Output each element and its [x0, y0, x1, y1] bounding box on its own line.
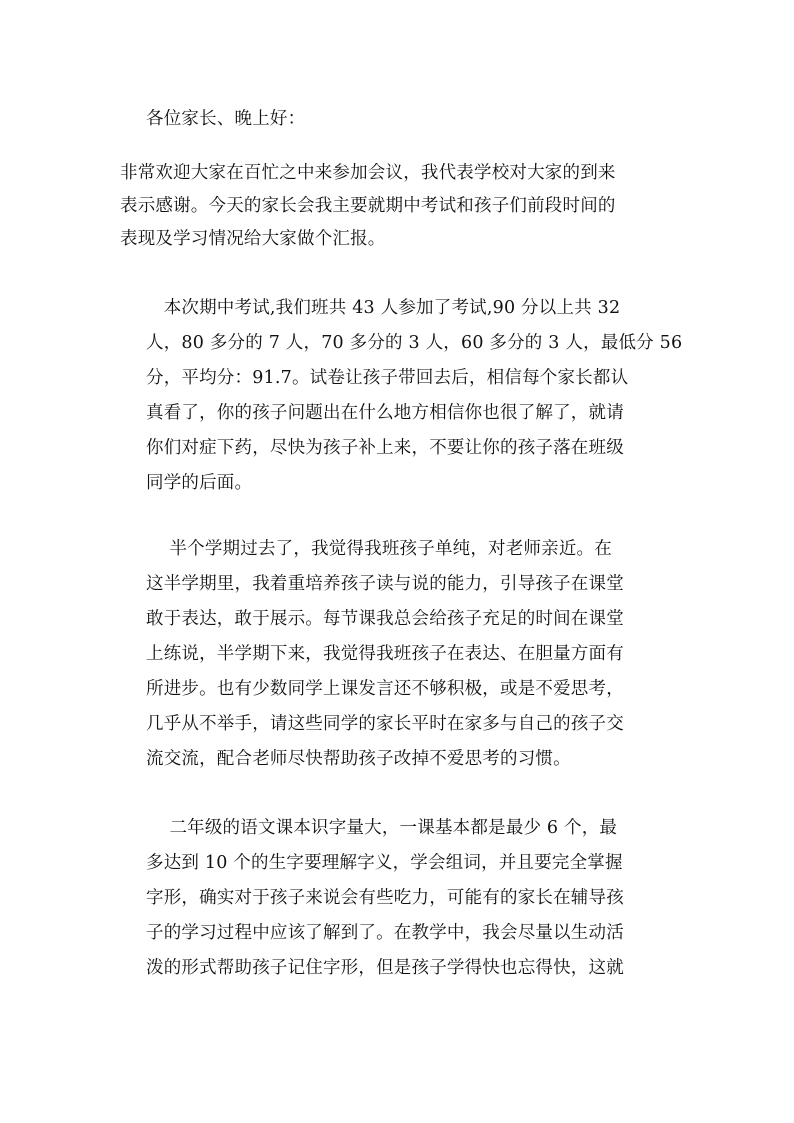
text-line: 分，平均分：91.7。试卷让孩子带回去后，相信每个家长都认 [146, 368, 629, 388]
text-line: 本次期中考试,我们班共 43 人参加了考试,90 分以上共 32 [146, 298, 621, 318]
paragraph-3 [146, 532, 686, 777]
text-line: 流交流，配合老师尽快帮助孩子改掉不爱思考的习惯。 [146, 749, 571, 769]
text-line: 真看了，你的孩子问题出在什么地方相信你也很了解了，就请 [146, 403, 624, 423]
text-line: 二年级的语文课本识字量大，一课基本都是最少 6 个，最 [146, 818, 618, 838]
text-line: 表示感谢。今天的家长会我主要就期中考试和孩子们前段时间的 [120, 196, 616, 216]
paragraph-4 [146, 811, 686, 986]
text-line: 半个学期过去了，我觉得我班孩子单纯，对老师亲近。在 [146, 539, 612, 559]
greeting [146, 103, 686, 136]
text-line: 同学的后面。 [146, 473, 253, 493]
text-line: 非常欢迎大家在百忙之中来参加会议，我代表学校对大家的到来 [120, 163, 616, 183]
greeting-line: 各位家长、晚上好： [146, 109, 306, 129]
text-line: 你们对症下药，尽快为孩子补上来，不要让你的孩子落在班级 [146, 438, 624, 458]
text-line: 敢于表达，敢于展示。每节课我总会给孩子充足的时间在课堂 [146, 609, 624, 629]
text-line: 多达到 10 个的生字要理解字义，学会组词，并且要完全掌握 [146, 853, 623, 873]
text-line: 几乎从不举手，请这些同学的家长平时在家多与自己的孩子交 [146, 714, 624, 734]
text-line: 子的学习过程中应该了解到了。在教学中，我会尽量以生动活 [146, 923, 624, 943]
text-line: 这半学期里，我着重培养孩子读与说的能力，引导孩子在课堂 [146, 574, 624, 594]
paragraph-2 [146, 291, 686, 501]
text-line: 泼的形式帮助孩子记住字形，但是孩子学得快也忘得快，这就 [146, 958, 624, 978]
text-line: 表现及学习情况给大家做个汇报。 [120, 229, 386, 249]
text-line: 字形，确实对于孩子来说会有些吃力，可能有的家长在辅导孩 [146, 888, 624, 908]
paragraph-1 [120, 157, 660, 256]
text-line: 上练说，半学期下来，我觉得我班孩子在表达、在胆量方面有 [146, 644, 624, 664]
text-line: 所进步。也有少数同学上课发言还不够积极，或是不爱思考， [146, 679, 624, 699]
text-line: 人，80 多分的 7 人，70 多分的 3 人，60 多分的 3 人，最低分 56 [146, 333, 683, 353]
